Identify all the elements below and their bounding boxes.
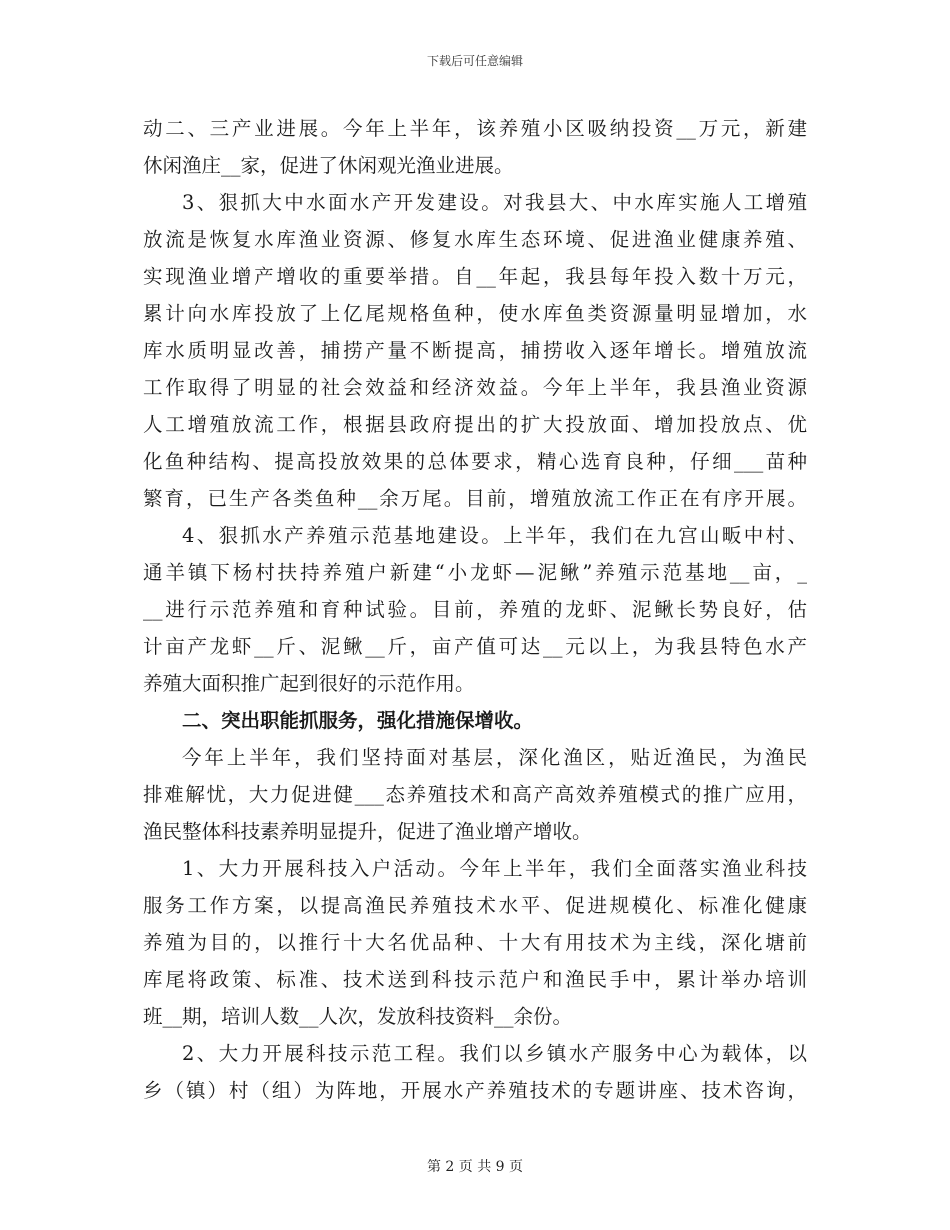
text-line: 2、大力开展科技示范工程。我们以乡镇水产服务中心为载体，以 — [182, 1042, 807, 1065]
text-line: 动二、三产业进展。今年上半年，该养殖小区吸纳投资__万元，新建 — [143, 117, 807, 140]
text-line: 库水质明显改善，捕捞产量不断提高，捕捞收入逐年增长。增殖放流 — [143, 339, 807, 362]
text-line: 计亩产龙虾__斤、泥鳅__斤，亩产值可达__元以上，为我县特色水产 — [143, 635, 807, 658]
text-line: 繁育，已生产各类鱼种__余万尾。目前，增殖放流工作正在有序开展。 — [143, 487, 807, 510]
page-header: 下载后可任意编辑 — [426, 54, 523, 68]
text-line: 放流是恢复水库渔业资源、修复水库生态环境、促进渔业健康养殖、 — [143, 228, 807, 251]
text-line: 养殖为目的，以推行十大名优品种、十大有用技术为主线，深化塘前 — [143, 931, 807, 954]
text-line: 3、狠抓大中水面水产开发建设。对我县大、中水库实施人工增殖 — [182, 191, 807, 214]
text-line: 化鱼种结构、提高投放效果的总体要求，精心选育良种，仔细___苗种 — [143, 450, 807, 473]
document-body — [143, 110, 807, 1109]
text-line: 乡（镇）村（组）为阵地，开展水产养殖技术的专题讲座、技术咨询， — [143, 1079, 807, 1102]
text-line: 今年上半年，我们坚持面对基层，深化渔区，贴近渔民，为渔民 — [182, 746, 807, 769]
page-footer: 第 2 页 共 9 页 — [426, 1159, 524, 1175]
text-line: 通羊镇下杨村扶持养殖户新建“小龙虾—泥鳅”养殖示范基地__亩，_ — [143, 561, 807, 584]
text-line: 工作取得了明显的社会效益和经济效益。今年上半年，我县渔业资源 — [143, 376, 807, 399]
text-line: 养殖大面积推广起到很好的示范作用。 — [143, 672, 475, 695]
text-line: 实现渔业增产增收的重要举措。自__年起，我县每年投入数十万元， — [143, 265, 807, 288]
text-line: 累计向水库投放了上亿尾规格鱼种，使水库鱼类资源量明显增加，水 — [143, 302, 807, 325]
text-line: 休闲渔庄__家，促进了休闲观光渔业进展。 — [143, 154, 514, 177]
text-line: __进行示范养殖和育种试验。目前，养殖的龙虾、泥鳅长势良好，估 — [143, 598, 807, 621]
text-line: 4、狠抓水产养殖示范基地建设。上半年，我们在九宫山畈中村、 — [182, 524, 807, 547]
text-line: 排难解忧，大力促进健___态养殖技术和高产高效养殖模式的推广应用， — [143, 783, 807, 806]
text-line: 1、大力开展科技入户活动。今年上半年，我们全面落实渔业科技 — [182, 857, 807, 880]
text-line: 服务工作方案，以提高渔民养殖技术水平、促进规模化、标准化健康 — [143, 894, 807, 917]
section-heading: 二、突出职能抓服务，强化措施保增收。 — [182, 709, 534, 732]
text-line: 库尾将政策、标准、技术送到科技示范户和渔民手中，累计举办培训 — [143, 968, 807, 991]
text-line: 渔民整体科技素养明显提升，促进了渔业增产增收。 — [143, 820, 592, 843]
text-line: 班__期，培训人数__人次，发放科技资料__余份。 — [143, 1005, 573, 1028]
text-line: 人工增殖放流工作，根据县政府提出的扩大投放面、增加投放点、优 — [143, 413, 807, 436]
